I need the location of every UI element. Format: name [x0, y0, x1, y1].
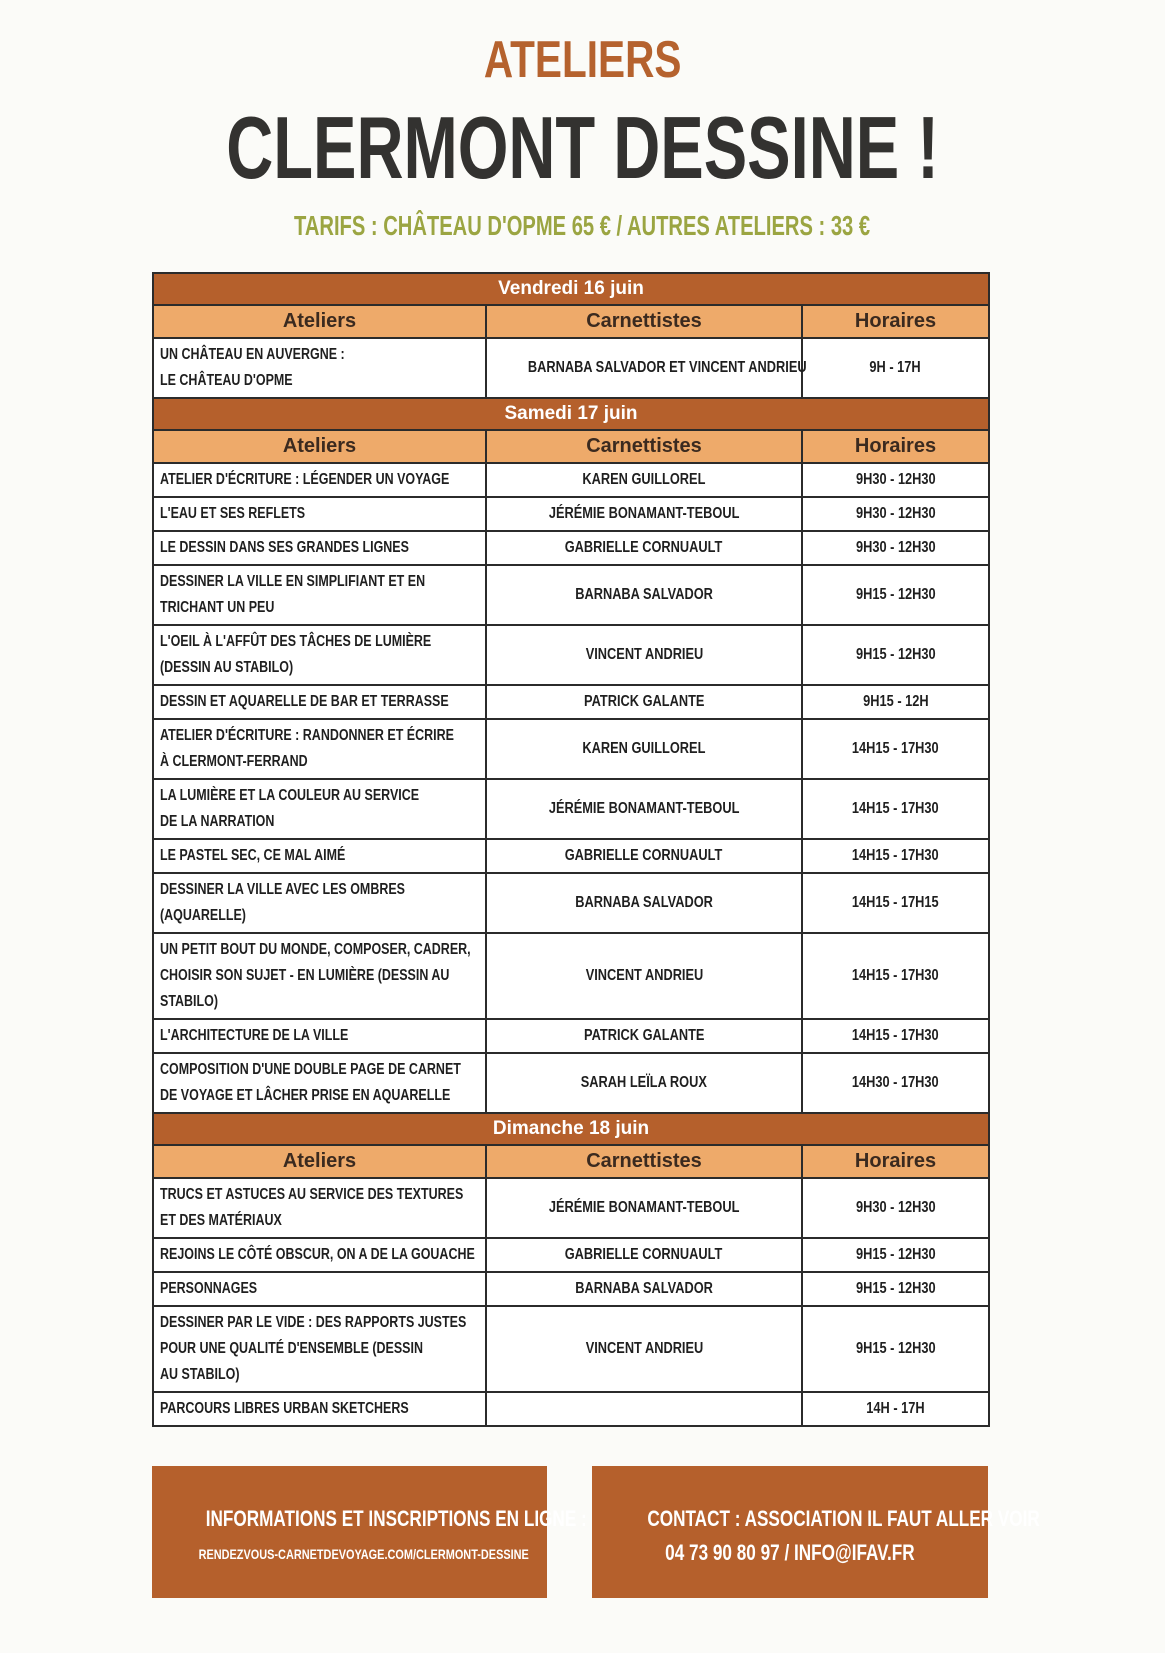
carnettiste-name-text: BARNABA SALVADOR: [575, 1280, 713, 1297]
table-row: [153, 625, 989, 685]
cell-carnettiste-name: [486, 1392, 802, 1426]
cell-horaire: [802, 1306, 989, 1392]
cell-horaire: [802, 685, 989, 719]
cell-horaire: [802, 1053, 989, 1113]
cell-horaire: [802, 839, 989, 873]
table-row: [153, 1053, 989, 1113]
cell-atelier-name: [153, 1272, 486, 1306]
day-header: [153, 398, 989, 430]
cell-carnettiste-name: [486, 531, 802, 565]
contact-heading: CONTACT : ASSOCIATION IL FAUT ALLER VOIR: [647, 1506, 1040, 1531]
cell-carnettiste-name: [486, 933, 802, 1019]
cell-carnettiste-name: [486, 839, 802, 873]
table-row: [153, 1272, 989, 1306]
column-header-row: [153, 1145, 989, 1178]
carnettiste-name-text: GABRIELLE CORNUAULT: [565, 539, 723, 556]
atelier-name-text: PERSONNAGES: [160, 1280, 258, 1297]
cell-atelier-name: [153, 531, 486, 565]
day-label: Dimanche 18 juin: [153, 1113, 989, 1145]
atelier-name-text: REJOINS LE CÔTÉ OBSCUR, ON A DE LA GOUACHE: [160, 1246, 475, 1263]
table-row: [153, 933, 989, 1019]
cell-carnettiste-name: [486, 1272, 802, 1306]
cell-horaire: [802, 933, 989, 1019]
carnettiste-name-text: BARNABA SALVADOR: [575, 586, 713, 603]
atelier-name-text: ATELIER D'ÉCRITURE : RANDONNER ET ÉCRIRE À CLERMONT-FERRAND: [160, 727, 454, 770]
column-header-ateliers: Ateliers: [153, 305, 486, 338]
column-header-ateliers: Ateliers: [153, 1145, 486, 1178]
horaire-text: 9H30 - 12H30: [855, 1199, 936, 1216]
horaire-text: 14H15 - 17H15: [852, 894, 939, 911]
table-row: [153, 497, 989, 531]
cell-atelier-name: [153, 839, 486, 873]
cell-horaire: [802, 873, 989, 933]
carnettiste-name-text: JÉRÉMIE BONAMANT-TEBOUL: [548, 1199, 740, 1216]
horaire-text: 9H30 - 12H30: [855, 505, 936, 522]
carnettiste-name-text: KAREN GUILLOREL: [582, 471, 706, 488]
cell-horaire: [802, 719, 989, 779]
carnettiste-name-text: JÉRÉMIE BONAMANT-TEBOUL: [548, 505, 740, 522]
column-header-horaires: Horaires: [802, 1145, 989, 1178]
column-header-carnettistes: Carnettistes: [486, 305, 802, 338]
cell-atelier-name: [153, 1306, 486, 1392]
carnettiste-name-text: VINCENT ANDRIEU: [585, 646, 703, 663]
cell-carnettiste-name: [486, 1053, 802, 1113]
table-row: [153, 1178, 989, 1238]
cell-horaire: [802, 338, 989, 398]
table-row: [153, 685, 989, 719]
cell-horaire: [802, 565, 989, 625]
horaire-text: 9H30 - 12H30: [855, 471, 936, 488]
tarifs-line: TARIFS : CHÂTEAU D'OPME 65 € / AUTRES ATELIERS : 33 €: [294, 210, 871, 241]
carnettiste-name-text: JÉRÉMIE BONAMANT-TEBOUL: [548, 800, 740, 817]
column-header-row: [153, 430, 989, 463]
cell-carnettiste-name: [486, 1306, 802, 1392]
cell-carnettiste-name: [486, 1178, 802, 1238]
cell-atelier-name: [153, 1392, 486, 1426]
atelier-name-text: L'OEIL À L'AFFÛT DES TÂCHES DE LUMIÈRE (DESSIN AU STABILO): [160, 633, 432, 676]
cell-atelier-name: [153, 933, 486, 1019]
cell-horaire: [802, 1019, 989, 1053]
cell-atelier-name: [153, 497, 486, 531]
table-row: [153, 338, 989, 398]
cell-carnettiste-name: [486, 565, 802, 625]
cell-carnettiste-name: [486, 1238, 802, 1272]
horaire-text: 9H15 - 12H30: [855, 1340, 936, 1357]
cell-carnettiste-name: [486, 779, 802, 839]
cell-horaire: [802, 779, 989, 839]
table-row: [153, 1392, 989, 1426]
column-header-horaires: Horaires: [802, 430, 989, 463]
horaire-text: 9H15 - 12H30: [855, 1280, 936, 1297]
horaire-text: 14H30 - 17H30: [852, 1074, 939, 1091]
atelier-name-text: UN PETIT BOUT DU MONDE, COMPOSER, CADRER, CHOISIR SON SUJET - EN LUMIÈRE (DESSIN AU STABILO): [160, 941, 471, 1010]
day-label: Vendredi 16 juin: [153, 273, 989, 305]
table-row: [153, 1306, 989, 1392]
atelier-name-text: DESSINER LA VILLE EN SIMPLIFIANT ET EN TRICHANT UN PEU: [160, 573, 426, 616]
horaire-text: 14H15 - 17H30: [852, 740, 939, 757]
column-header-row: [153, 305, 989, 338]
day-label: Samedi 17 juin: [153, 398, 989, 430]
atelier-name-text: PARCOURS LIBRES URBAN SKETCHERS: [160, 1400, 409, 1417]
atelier-name-text: UN CHÂTEAU EN AUVERGNE : LE CHÂTEAU D'OPME: [160, 346, 345, 389]
horaire-text: 9H15 - 12H: [862, 693, 929, 710]
cell-atelier-name: [153, 1053, 486, 1113]
info-url[interactable]: RENDEZVOUS-CARNETDEVOYAGE.COM/CLERMONT-DESSINE: [198, 1546, 529, 1562]
horaire-text: 14H15 - 17H30: [852, 800, 939, 817]
horaire-text: 9H15 - 12H30: [855, 586, 936, 603]
cell-atelier-name: [153, 338, 486, 398]
table-row: [153, 779, 989, 839]
table-row: [153, 1238, 989, 1272]
info-heading: INFORMATIONS ET INSCRIPTIONS EN LIGNE :: [205, 1506, 587, 1531]
cell-carnettiste-name: [486, 873, 802, 933]
horaire-text: 9H30 - 12H30: [855, 539, 936, 556]
cell-carnettiste-name: [486, 463, 802, 497]
horaire-text: 14H - 17H: [866, 1400, 925, 1417]
atelier-name-text: LA LUMIÈRE ET LA COULEUR AU SERVICE DE LA NARRATION: [160, 787, 420, 830]
column-header-horaires: Horaires: [802, 305, 989, 338]
cell-atelier-name: [153, 873, 486, 933]
day-header: [153, 1113, 989, 1145]
table-row: [153, 463, 989, 497]
carnettiste-name-text: BARNABA SALVADOR: [575, 894, 713, 911]
cell-atelier-name: [153, 463, 486, 497]
table-row: [153, 719, 989, 779]
cell-horaire: [802, 531, 989, 565]
cell-horaire: [802, 1238, 989, 1272]
carnettiste-name-text: VINCENT ANDRIEU: [585, 1340, 703, 1357]
carnettiste-name-text: PATRICK GALANTE: [583, 1027, 705, 1044]
table-row: [153, 873, 989, 933]
table-row: [153, 839, 989, 873]
carnettiste-name-text: PATRICK GALANTE: [583, 693, 705, 710]
atelier-name-text: DESSIN ET AQUARELLE DE BAR ET TERRASSE: [160, 693, 449, 710]
atelier-name-text: L'ARCHITECTURE DE LA VILLE: [160, 1027, 349, 1044]
contact-box: [592, 1466, 1040, 1598]
table-row: [153, 565, 989, 625]
atelier-name-text: LE PASTEL SEC, CE MAL AIMÉ: [160, 847, 346, 864]
cell-atelier-name: [153, 719, 486, 779]
column-header-ateliers: Ateliers: [153, 430, 486, 463]
schedule-table: [152, 272, 990, 1427]
info-box: [152, 1466, 587, 1598]
cell-horaire: [802, 625, 989, 685]
cell-carnettiste-name: [486, 497, 802, 531]
atelier-name-text: DESSINER LA VILLE AVEC LES OMBRES (AQUARELLE): [160, 881, 406, 924]
cell-horaire: [802, 1178, 989, 1238]
cell-carnettiste-name: [486, 719, 802, 779]
cell-carnettiste-name: [486, 1019, 802, 1053]
cell-carnettiste-name: [486, 685, 802, 719]
cell-horaire: [802, 1392, 989, 1426]
cell-atelier-name: [153, 1019, 486, 1053]
cell-atelier-name: [153, 685, 486, 719]
atelier-name-text: L'EAU ET SES REFLETS: [160, 505, 306, 522]
atelier-name-text: COMPOSITION D'UNE DOUBLE PAGE DE CARNET DE VOYAGE ET LÂCHER PRISE EN AQUARELLE: [160, 1061, 461, 1104]
day-header: [153, 273, 989, 305]
table-row: [153, 1019, 989, 1053]
table-row: [153, 531, 989, 565]
column-header-carnettistes: Carnettistes: [486, 430, 802, 463]
horaire-text: 14H15 - 17H30: [852, 847, 939, 864]
carnettiste-name-text: GABRIELLE CORNUAULT: [565, 847, 723, 864]
carnettiste-name-text: KAREN GUILLOREL: [582, 740, 706, 757]
cell-horaire: [802, 463, 989, 497]
carnettiste-name-text: VINCENT ANDRIEU: [585, 967, 703, 984]
cell-atelier-name: [153, 625, 486, 685]
atelier-name-text: TRUCS ET ASTUCES AU SERVICE DES TEXTURES ET DES MATÉRIAUX: [160, 1186, 464, 1229]
horaire-text: 14H15 - 17H30: [852, 967, 939, 984]
cell-horaire: [802, 497, 989, 531]
cell-carnettiste-name: [486, 625, 802, 685]
kicker-title: ATELIERS: [483, 31, 682, 89]
contact-details[interactable]: 04 73 90 80 97 / INFO@IFAV.FR: [665, 1540, 915, 1565]
carnettiste-name-text: SARAH LEÏLA ROUX: [580, 1074, 708, 1091]
cell-atelier-name: [153, 1178, 486, 1238]
carnettiste-name-text: BARNABA SALVADOR ET VINCENT ANDRIEU: [527, 359, 807, 376]
cell-atelier-name: [153, 565, 486, 625]
atelier-name-text: LE DESSIN DANS SES GRANDES LIGNES: [160, 539, 409, 556]
horaire-text: 9H - 17H: [869, 359, 922, 376]
horaire-text: 9H15 - 12H30: [855, 646, 936, 663]
cell-horaire: [802, 1272, 989, 1306]
horaire-text: 14H15 - 17H30: [852, 1027, 939, 1044]
cell-carnettiste-name: [486, 338, 807, 398]
carnettiste-name-text: GABRIELLE CORNUAULT: [565, 1246, 723, 1263]
atelier-name-text: ATELIER D'ÉCRITURE : LÉGENDER UN VOYAGE: [160, 471, 450, 488]
horaire-text: 9H15 - 12H30: [855, 1246, 936, 1263]
cell-atelier-name: [153, 779, 486, 839]
column-header-carnettistes: Carnettistes: [486, 1145, 802, 1178]
page-title: CLERMONT DESSINE !: [226, 98, 939, 197]
cell-atelier-name: [153, 1238, 486, 1272]
atelier-name-text: DESSINER PAR LE VIDE : DES RAPPORTS JUSTES POUR UNE QUALITÉ D'ENSEMBLE (DESSIN AU STABILO): [160, 1314, 467, 1383]
